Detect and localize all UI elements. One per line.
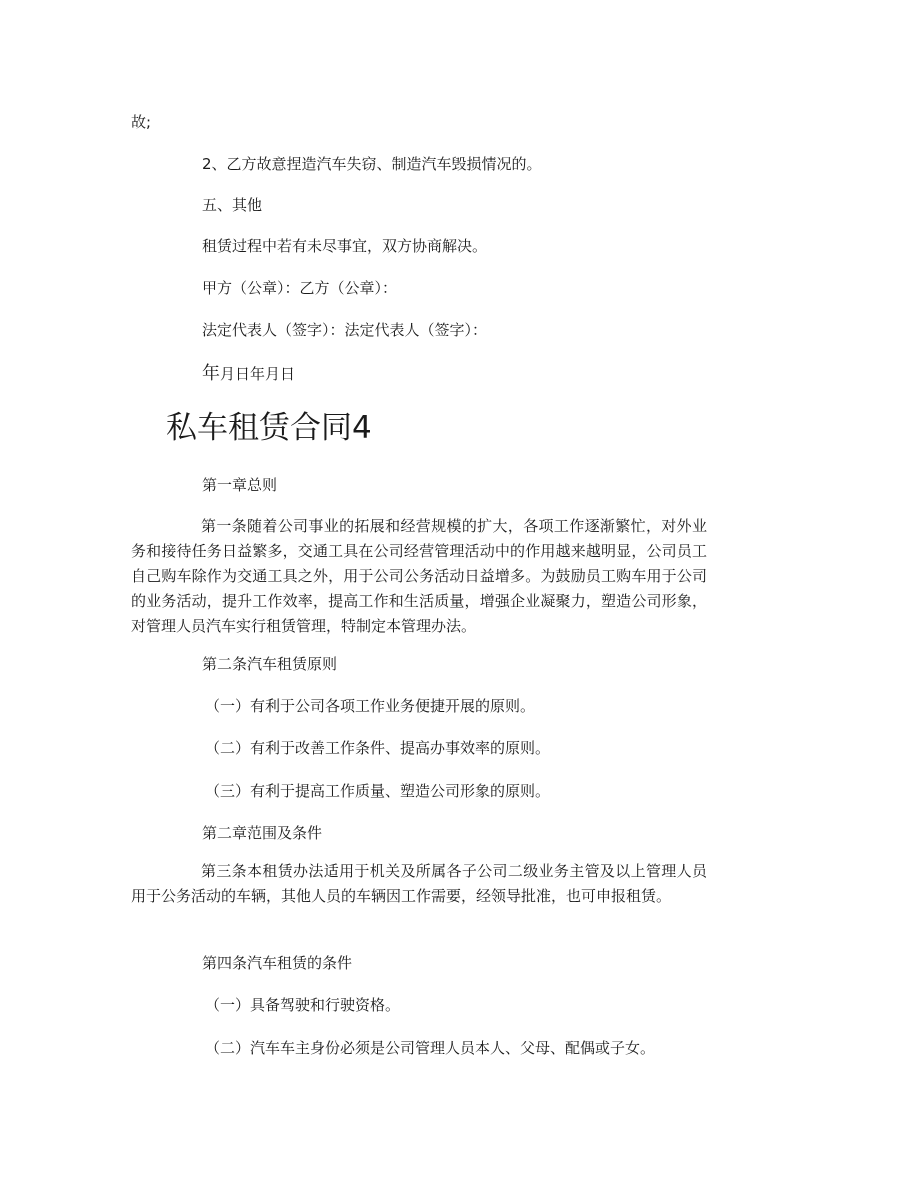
- date-rest: 月日年月日: [220, 365, 296, 383]
- condition-2: （二）汽车车主身份必须是公司管理人员本人、父母、配偶或子女。: [205, 1039, 656, 1057]
- date-line: [202, 364, 295, 384]
- article-4-heading: 第四条汽车租赁的条件: [202, 954, 353, 972]
- document-title: 私车租赁合同4: [166, 410, 372, 446]
- condition-1: （一）具备驾驶和行驶资格。: [205, 996, 401, 1014]
- article-3: 第三条本租赁办法适用于机关及所属各子公司二级业务主管及以上管理人员用于公务活动的车辆，其他人员的车辆因工作需要，经领导批准，也可申报租赁。: [131, 862, 707, 905]
- section-heading-other: 五、其他: [202, 196, 263, 214]
- date-year: 年: [202, 363, 220, 384]
- article-2-heading: 第二条汽车租赁原则: [202, 655, 338, 673]
- line-continuation: 故;: [131, 113, 152, 131]
- item-2: 2、乙方故意捏造汽车失窃、制造汽车毁损情况的。: [202, 155, 542, 173]
- parties-seal-line: 甲方（公章）：乙方（公章）：: [202, 279, 398, 297]
- article-1: 第一条随着公司事业的拓展和经营规模的扩大，各项工作逐渐繁忙，对外业务和接待任务日益繁多，交通工具在公司经营管理活动中的作用越来越明显，公司员工自己购车除作为交通工具之外，用于公司公务活动日益增多。为鼓励员工购车用于公司的业务活动，提升工作效率，提高工作和生活质量，增强企业凝聚力，塑造公司形象，对管理人员汽车实行租赁管理，特制定本管理办法。: [131, 517, 707, 635]
- other-text: 租赁过程中若有未尽事宜，双方协商解决。: [202, 237, 488, 255]
- representatives-signature-line: 法定代表人（签字）：法定代表人（签字）：: [202, 321, 488, 339]
- principle-1: （一）有利于公司各项工作业务便捷开展的原则。: [205, 697, 536, 715]
- chapter-2-heading: 第二章范围及条件: [202, 824, 323, 842]
- principle-3: （三）有利于提高工作质量、塑造公司形象的原则。: [205, 782, 551, 800]
- principle-2: （二）有利于改善工作条件、提高办事效率的原则。: [205, 739, 551, 757]
- chapter-1-heading: 第一章总则: [202, 476, 278, 494]
